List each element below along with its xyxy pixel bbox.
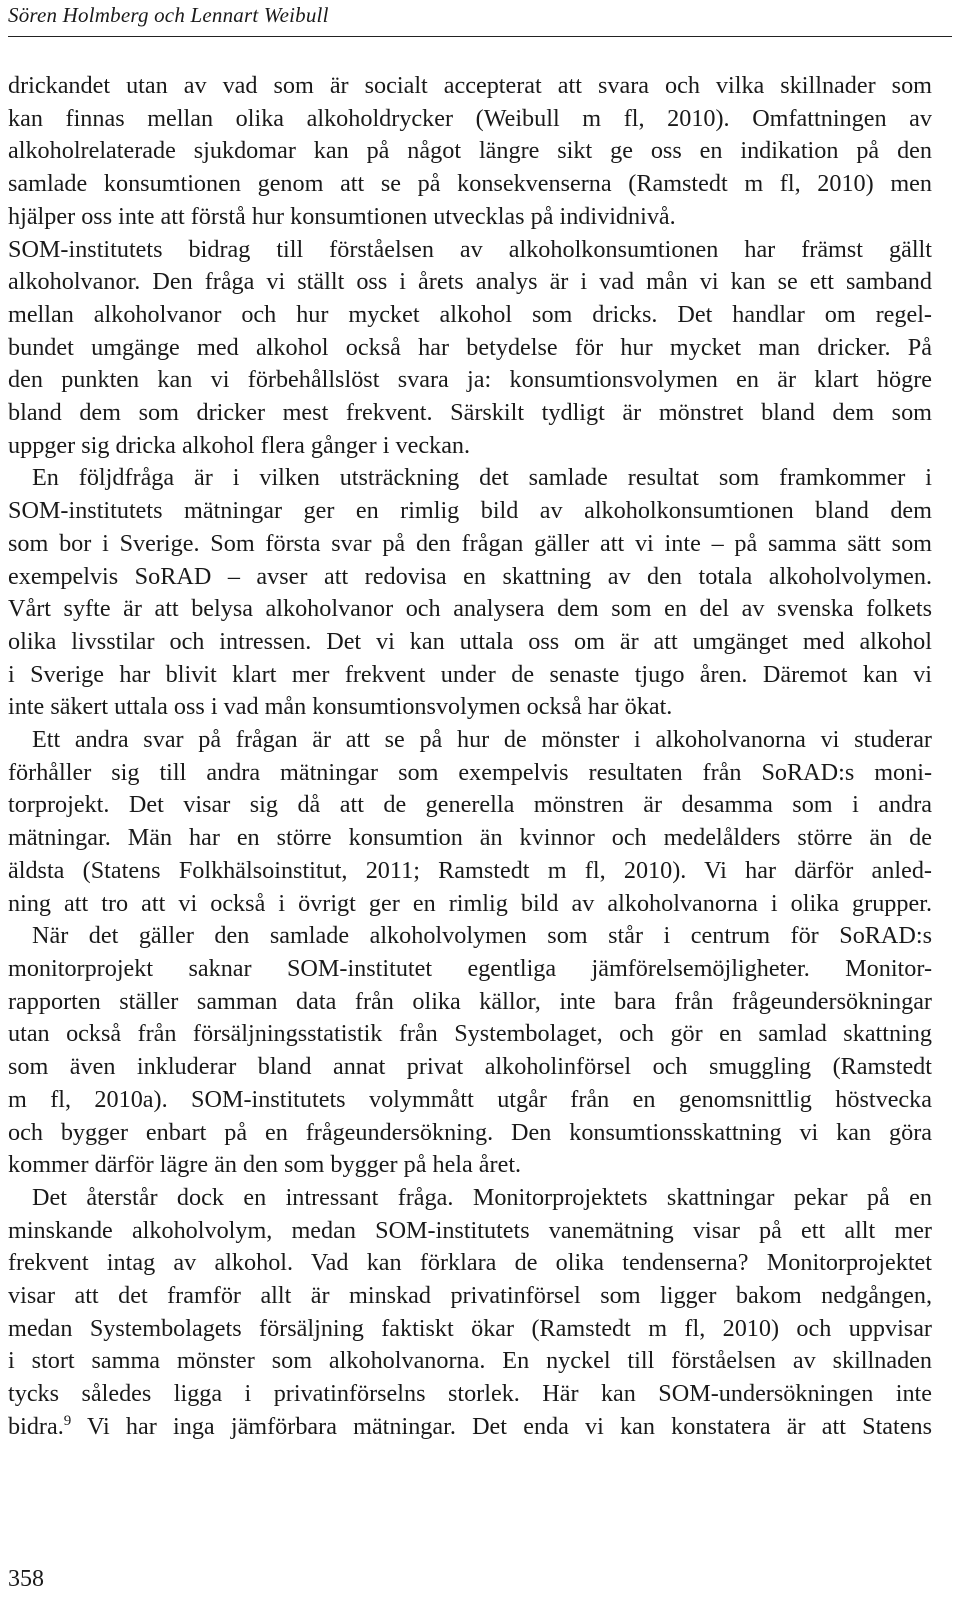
paragraph-1 — [8, 70, 932, 234]
text-line: i Sverige har blivit klart mer frekvent under de senaste tjugo åren. Däremot kan vi — [8, 660, 932, 688]
text-line: rapporten ställer samman data från olika källor, inte bara från frågeundersökningar — [8, 987, 932, 1015]
text-line: När det gäller den samlade alkoholvolymen som står i centrum för SoRAD:s — [32, 922, 932, 950]
paragraph-4 — [8, 724, 932, 920]
final-line-start: bidra. — [8, 1412, 64, 1440]
text-line: Vårt syfte är att belysa alkoholvanor och analysera dem som en del av svenska folkets — [8, 595, 932, 623]
text-line: olika livsstilar och intressen. Det vi kan uttala oss om är att umgänget med alkohol — [8, 627, 932, 655]
text-line: mellan alkoholvanor och hur mycket alkohol som dricks. Det handlar om regel- — [8, 300, 932, 328]
text-line: hjälper oss inte att förstå hur konsumtionen utvecklas på individnivå. — [8, 202, 676, 230]
text-line: som även inkluderar bland annat privat alkoholinförsel och smuggling (Ramstedt — [8, 1053, 932, 1081]
page-number: 358 — [8, 1566, 44, 1592]
text-line: minskande alkoholvolym, medan SOM-institutets vanemätning visar på ett allt mer — [8, 1216, 932, 1244]
text-line: frekvent intag av alkohol. Vad kan förklara de olika tendenserna? Monitorprojektet — [8, 1249, 932, 1277]
text-line: och bygger enbart på en frågeundersökning. Den konsumtionsskattning vi kan göra — [8, 1118, 932, 1146]
paragraph-6 — [8, 1182, 932, 1444]
text-line: En följdfråga är i vilken utsträckning det samlade resultat som framkommer i — [32, 464, 932, 492]
running-header-authors: Sören Holmberg och Lennart Weibull — [8, 3, 329, 27]
running-header — [8, 0, 952, 37]
paragraph-3 — [8, 462, 932, 724]
text-line: utan också från försäljningsstatistik från Systembolaget, och gör en samlad skattning — [8, 1020, 932, 1048]
text-line: m fl, 2010a). SOM-institutets volymmått utgår från en genomsnittlig höstvecka — [8, 1085, 932, 1113]
text-line: SOM-institutets mätningar ger en rimlig bild av alkoholkonsumtionen bland dem — [8, 497, 932, 525]
text-line: alkoholrelaterade sjukdomar kan på något längre sikt ge oss en indikation på den — [8, 137, 932, 165]
text-line: äldsta (Statens Folkhälsoinstitut, 2011; Ramstedt m fl, 2010). Vi har därför anled- — [8, 856, 932, 884]
text-line: kan finnas mellan olika alkoholdrycker (Weibull m fl, 2010). Omfattningen av — [8, 104, 932, 132]
text-line: Ett andra svar på frågan är att se på hur de mönster i alkoholvanorna vi studerar — [32, 726, 932, 754]
text-line: monitorprojekt saknar SOM-institutet egentliga jämförelsemöjligheter. Monitor- — [8, 954, 932, 982]
text-line: SOM-institutets bidrag till förståelsen av alkoholkonsumtionen har främst gällt — [8, 235, 932, 263]
text-line: visar att det framför allt är minskad privatinförsel som ligger bakom nedgången, — [8, 1282, 932, 1310]
text-line: bundet umgänge med alkohol också har betydelse för hur mycket man dricker. På — [8, 333, 932, 361]
text-line: tycks således ligga i privatinförselns storlek. Här kan SOM-undersökningen inte — [8, 1380, 932, 1408]
text-line: alkoholvanor. Den fråga vi ställt oss i årets analys är i vad mån vi kan se ett samband — [8, 268, 932, 296]
text-line: medan Systembolagets försäljning faktiskt ökar (Ramstedt m fl, 2010) och uppvisar — [8, 1314, 932, 1342]
text-line: inte säkert uttala oss i vad mån konsumtionsvolymen också har ökat. — [8, 693, 673, 721]
text-line: i stort samma mönster som alkoholvanorna. En nyckel till förståelsen av skillnaden — [8, 1347, 932, 1375]
footnote-reference[interactable]: 9 — [63, 1412, 72, 1429]
text-line: som bor i Sverige. Som första svar på den frågan gäller att vi inte – på samma sätt som — [8, 529, 932, 557]
paragraph-2 — [8, 234, 932, 463]
paragraph-5 — [8, 920, 932, 1182]
text-line: torprojekt. Det visar sig då att de generella mönstren är desamma som i andra — [8, 791, 932, 819]
final-line-end: Vi har inga jämförbara mätningar. Det enda vi kan konstatera är att Statens — [71, 1412, 932, 1440]
text-line: mätningar. Män har en större konsumtion än kvinnor och medelålders större än de — [8, 824, 932, 852]
text-line: bland dem som dricker mest frekvent. Särskilt tydligt är mönstret bland dem som — [8, 399, 932, 427]
text-line-final — [8, 1411, 932, 1444]
text-line: den punkten kan vi förbehållslöst svara ja: konsumtionsvolymen en är klart högre — [8, 366, 932, 394]
body-text — [8, 70, 932, 1444]
text-line: exempelvis SoRAD – avser att redovisa en skattning av den totala alkoholvolymen. — [8, 562, 932, 590]
text-line: ning att tro att vi också i övrigt ger en rimlig bild av alkoholvanorna i olika grupper. — [8, 889, 932, 917]
text-line: drickandet utan av vad som är socialt accepterat att svara och vilka skillnader som — [8, 72, 932, 99]
text-line: samlade konsumtionen genom att se på konsekvenserna (Ramstedt m fl, 2010) men — [8, 170, 932, 198]
text-line: förhåller sig till andra mätningar som exempelvis resultaten från SoRAD:s moni- — [8, 758, 932, 786]
text-line: kommer därför lägre än den som bygger på hela året. — [8, 1151, 522, 1179]
text-line: Det återstår dock en intressant fråga. Monitorprojektets skattningar pekar på en — [32, 1183, 932, 1211]
text-line: uppger sig dricka alkohol flera gånger i veckan. — [8, 431, 471, 459]
